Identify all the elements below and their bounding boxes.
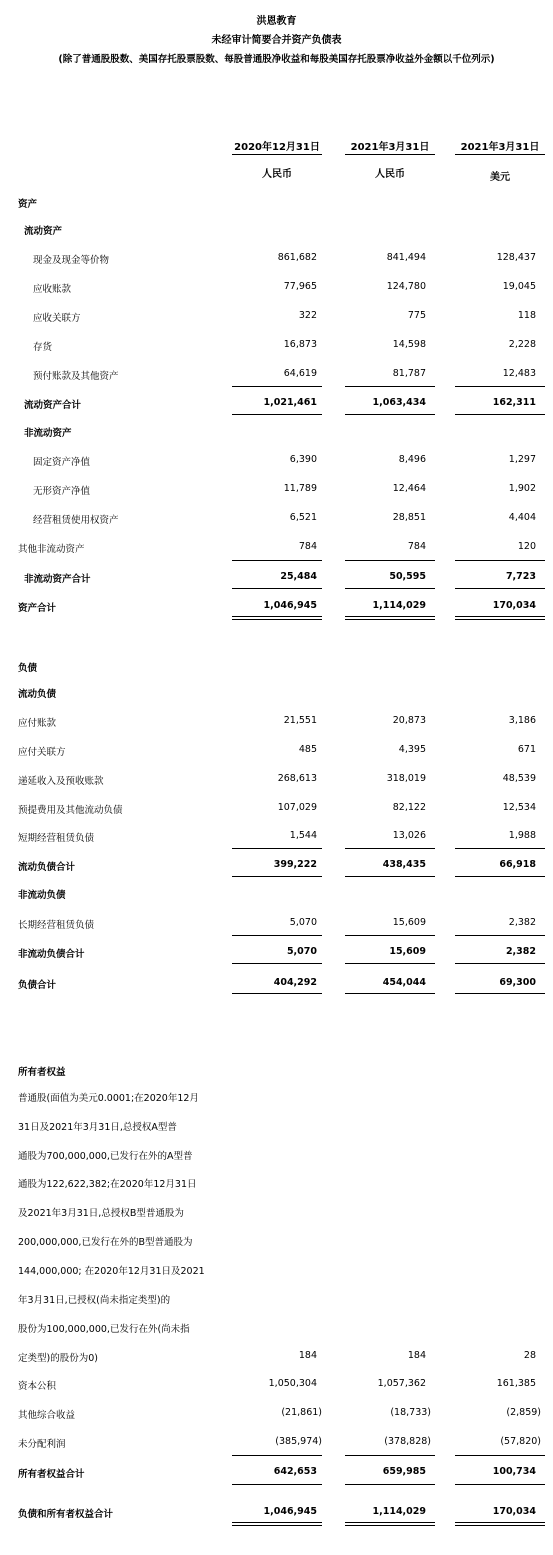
subtotal-rule (232, 386, 322, 387)
total-rule (232, 993, 322, 994)
cell-2020q4-rmb: 784 (298, 541, 317, 552)
cell-2021q1-usd: 2,382 (505, 946, 536, 957)
subsection-label: 流动资产 (24, 226, 63, 237)
table-row-due-to-related (0, 744, 553, 760)
cell-2020q4-rmb: 77,965 (283, 281, 317, 292)
assets-section-heading (0, 196, 553, 212)
cell-2021q1-rmb: 15,609 (389, 946, 426, 957)
statement-subtitle: (除了普通股股数、美国存托股票股数、每股普通股净收益和每股美国存托股票净收益外金额以千位列示) (58, 54, 495, 65)
cell-2020q4-rmb: 107,029 (277, 802, 317, 813)
subtotal-rule (455, 560, 545, 561)
subtotal-rule (345, 935, 435, 936)
table-row-total-assets (0, 600, 553, 616)
ordinary-shares-text: 及2021年3月31日,总授权B型普通股为 (18, 1208, 184, 1219)
total-rule (455, 993, 545, 994)
cell-2021q1-usd: 162,311 (492, 397, 536, 408)
cell-2020q4-rmb: 6,390 (289, 454, 317, 465)
subtotal-rule (232, 1484, 322, 1485)
row-label: 负债和所有者权益合计 (18, 1509, 114, 1520)
cell-2021q1-rmb: 454,044 (382, 977, 426, 988)
table-row-current-assets-total (0, 397, 553, 413)
table-row-noncurrent-liabilities-total (0, 946, 553, 962)
cell-2020q4-rmb: 64,619 (283, 368, 317, 379)
row-label: 应付关联方 (18, 747, 66, 758)
cell-2020q4-rmb: 6,521 (289, 512, 317, 523)
cell-2021q1-usd: (57,820) (500, 1436, 541, 1447)
col3-date: 2021年3月31日 (460, 142, 540, 153)
subtotal-rule (232, 876, 322, 877)
row-label: 其他综合收益 (18, 1410, 76, 1421)
statement-title: 未经审计简要合并资产负债表 (211, 35, 342, 46)
subtotal-rule (345, 414, 435, 415)
cell-2021q1-usd: 671 (517, 744, 536, 755)
cell-2021q1-usd: 66,918 (499, 859, 536, 870)
cell-2021q1-rmb: (18,733) (390, 1407, 431, 1418)
ordinary-shares-text: 股份为100,000,000,已发行在外(尚未指 (18, 1324, 190, 1335)
subtotal-rule (232, 1455, 322, 1456)
cell-2020q4-rmb: 184 (298, 1350, 317, 1361)
subtotal-rule (345, 1484, 435, 1485)
ordinary-shares-text: 通股为122,622,382;在2020年12月31日 (18, 1179, 197, 1190)
cell-2021q1-usd: 128,437 (496, 252, 536, 263)
cell-2020q4-rmb: 1,021,461 (263, 397, 317, 408)
subtotal-rule (455, 588, 545, 589)
ordinary-shares-line (0, 1119, 553, 1135)
cell-2021q1-rmb: 184 (407, 1350, 426, 1361)
table-row-lease-liability-short (0, 830, 553, 846)
cell-2020q4-rmb: 21,551 (283, 715, 317, 726)
row-label: 资本公积 (18, 1381, 57, 1392)
table-row-prepaid (0, 368, 553, 384)
cell-2021q1-rmb: 12,464 (392, 483, 426, 494)
row-label: 流动负债合计 (18, 862, 76, 873)
subtotal-rule (345, 848, 435, 849)
cell-2021q1-usd: 2,228 (508, 339, 536, 350)
cell-2021q1-rmb: 124,780 (386, 281, 426, 292)
equity-section-heading (0, 1064, 553, 1080)
row-label: 非流动负债合计 (18, 949, 85, 960)
row-label: 无形资产净值 (33, 486, 91, 497)
ordinary-shares-line (0, 1234, 553, 1250)
cell-2020q4-rmb: 485 (298, 744, 317, 755)
table-row-accounts-payable (0, 715, 553, 731)
cell-2021q1-usd: 7,723 (505, 571, 536, 582)
col3-header-rule (455, 154, 545, 155)
subtotal-rule (455, 876, 545, 877)
cell-2020q4-rmb: 1,046,945 (263, 600, 317, 611)
cell-2021q1-rmb: 1,114,029 (372, 600, 426, 611)
subtotal-rule (345, 560, 435, 561)
table-row-aoci (0, 1407, 553, 1423)
cell-2021q1-usd: 100,734 (492, 1466, 536, 1477)
subtotal-rule (232, 963, 322, 964)
current-assets-heading (0, 223, 553, 239)
cell-2021q1-rmb: 438,435 (382, 859, 426, 870)
cell-2021q1-rmb: 28,851 (392, 512, 426, 523)
subtotal-rule (455, 963, 545, 964)
noncurrent-liabilities-heading (0, 887, 553, 903)
row-label: 应收关联方 (33, 313, 81, 324)
subtotal-rule (232, 935, 322, 936)
row-label: 应收账款 (33, 284, 72, 295)
cell-2020q4-rmb: 322 (298, 310, 317, 321)
row-label: 存货 (33, 342, 53, 353)
table-row-noncurrent-assets-total (0, 571, 553, 587)
row-label: 现金及现金等价物 (33, 255, 110, 266)
cell-2020q4-rmb: 642,653 (273, 1466, 317, 1477)
cell-2021q1-usd: 118 (517, 310, 536, 321)
row-label: 所有者权益合计 (18, 1469, 85, 1480)
total-double-rule (345, 1522, 435, 1526)
total-double-rule (232, 1522, 322, 1526)
table-row-apic (0, 1378, 553, 1394)
noncurrent-assets-heading (0, 425, 553, 441)
subtotal-rule (345, 386, 435, 387)
ordinary-shares-text: 年3月31日,已授权(尚未指定类型)的 (18, 1295, 171, 1306)
cell-2020q4-rmb: (385,974) (275, 1436, 322, 1447)
total-rule (345, 993, 435, 994)
col1-header-rule (232, 154, 322, 155)
cell-2020q4-rmb: 5,070 (289, 917, 317, 928)
cell-2021q1-rmb: 4,395 (398, 744, 426, 755)
cell-2021q1-usd: 12,534 (502, 802, 536, 813)
cell-2021q1-rmb: 318,019 (386, 773, 426, 784)
ordinary-shares-text: 200,000,000,已发行在外的B型普通股为 (18, 1237, 193, 1248)
ordinary-shares-text: 31日及2021年3月31日,总授权A型普 (18, 1122, 177, 1133)
cell-2021q1-usd: 120 (517, 541, 536, 552)
total-double-rule (455, 1522, 545, 1526)
row-label: 其他非流动资产 (18, 544, 85, 555)
cell-2020q4-rmb: (21,861) (281, 1407, 322, 1418)
table-row-intangible (0, 483, 553, 499)
row-label: 递延收入及预收账款 (18, 776, 104, 787)
row-label: 预付账款及其他资产 (33, 371, 119, 382)
cell-2021q1-rmb: 81,787 (392, 368, 426, 379)
table-row-total-liabilities-and-equity (0, 1506, 553, 1522)
total-double-rule (232, 616, 322, 620)
cell-2021q1-rmb: 14,598 (392, 339, 426, 350)
row-label: 资产合计 (18, 603, 57, 614)
subtotal-rule (455, 1455, 545, 1456)
cell-2020q4-rmb: 1,046,945 (263, 1506, 317, 1517)
subtotal-rule (455, 848, 545, 849)
cell-2020q4-rmb: 268,613 (277, 773, 317, 784)
table-row-due-from-related (0, 310, 553, 326)
company-name: 洪恩教育 (256, 16, 297, 27)
table-row-current-liabilities-total (0, 859, 553, 875)
table-row-other-noncurrent (0, 541, 553, 557)
subtotal-rule (455, 386, 545, 387)
col2-currency: 人民币 (375, 169, 405, 180)
subtotal-rule (345, 1455, 435, 1456)
cell-2021q1-usd: 1,902 (508, 483, 536, 494)
cell-2021q1-rmb: 15,609 (392, 917, 426, 928)
col3-currency: 美元 (490, 172, 510, 183)
liabilities-section-heading (0, 660, 553, 676)
subtotal-rule (345, 963, 435, 964)
ordinary-shares-line (0, 1090, 553, 1106)
ordinary-shares-line (0, 1263, 553, 1279)
table-row-accumulated-deficit (0, 1436, 553, 1452)
row-label: 长期经营租赁负债 (18, 920, 95, 931)
table-row-cash (0, 252, 553, 268)
current-liabilities-heading (0, 686, 553, 702)
col1-currency: 人民币 (262, 169, 292, 180)
cell-2021q1-rmb: 784 (407, 541, 426, 552)
cell-2021q1-usd: 69,300 (499, 977, 536, 988)
row-label: 流动资产合计 (24, 400, 82, 411)
cell-2021q1-rmb: 13,026 (392, 830, 426, 841)
ordinary-shares-text: 普通股(面值为美元0.0001;在2020年12月 (18, 1093, 199, 1104)
ordinary-shares-line (0, 1292, 553, 1308)
table-row-accrued-expenses (0, 802, 553, 818)
table-row-lease-liability-long (0, 917, 553, 933)
cell-2021q1-usd: 19,045 (502, 281, 536, 292)
table-row-ordinary-shares (0, 1350, 553, 1366)
cell-2021q1-rmb: 82,122 (392, 802, 426, 813)
ordinary-shares-text: 定类型)的股份为0) (18, 1353, 98, 1364)
cell-2021q1-rmb: 1,114,029 (372, 1506, 426, 1517)
cell-2020q4-rmb: 404,292 (273, 977, 317, 988)
cell-2021q1-usd: 28 (523, 1350, 536, 1361)
cell-2021q1-usd: 12,483 (502, 368, 536, 379)
subtotal-rule (345, 876, 435, 877)
subtotal-rule (232, 414, 322, 415)
cell-2021q1-rmb: 659,985 (382, 1466, 426, 1477)
subtotal-rule (232, 588, 322, 589)
cell-2021q1-usd: 4,404 (508, 512, 536, 523)
subtotal-rule (232, 848, 322, 849)
cell-2020q4-rmb: 861,682 (277, 252, 317, 263)
cell-2021q1-usd: 48,539 (502, 773, 536, 784)
section-label: 所有者权益 (18, 1067, 66, 1078)
table-row-total-liabilities (0, 977, 553, 993)
cell-2021q1-usd: 1,297 (508, 454, 536, 465)
section-label: 负债 (18, 663, 38, 674)
table-row-ppe (0, 454, 553, 470)
row-label: 非流动资产合计 (24, 574, 91, 585)
cell-2020q4-rmb: 16,873 (283, 339, 317, 350)
cell-2020q4-rmb: 25,484 (280, 571, 317, 582)
total-double-rule (345, 616, 435, 620)
cell-2021q1-usd: 2,382 (508, 917, 536, 928)
col2-date: 2021年3月31日 (350, 142, 430, 153)
col1-date: 2020年12月31日 (234, 142, 320, 153)
cell-2020q4-rmb: 399,222 (273, 859, 317, 870)
subsection-label: 非流动负债 (18, 890, 66, 901)
ordinary-shares-text: 通股为700,000,000,已发行在外的A型普 (18, 1151, 193, 1162)
row-label: 应付账款 (18, 718, 57, 729)
ordinary-shares-line (0, 1321, 553, 1337)
row-label: 未分配利润 (18, 1439, 66, 1450)
cell-2021q1-usd: 3,186 (508, 715, 536, 726)
subsection-label: 非流动资产 (24, 428, 72, 439)
table-row-inventory (0, 339, 553, 355)
subtotal-rule (232, 560, 322, 561)
table-row-accounts-receivable (0, 281, 553, 297)
cell-2021q1-rmb: (378,828) (384, 1436, 431, 1447)
row-label: 固定资产净值 (33, 457, 91, 468)
cell-2021q1-rmb: 1,057,362 (377, 1378, 426, 1389)
cell-2021q1-usd: 170,034 (492, 1506, 536, 1517)
row-label: 经营租赁使用权资产 (33, 515, 119, 526)
cell-2021q1-rmb: 50,595 (389, 571, 426, 582)
cell-2021q1-rmb: 8,496 (398, 454, 426, 465)
cell-2020q4-rmb: 5,070 (286, 946, 317, 957)
row-label: 预提费用及其他流动负债 (18, 805, 123, 816)
subtotal-rule (345, 588, 435, 589)
ordinary-shares-line (0, 1205, 553, 1221)
cell-2020q4-rmb: 1,050,304 (268, 1378, 317, 1389)
table-row-total-equity (0, 1466, 553, 1482)
cell-2021q1-rmb: 841,494 (386, 252, 426, 263)
table-row-rou-assets (0, 512, 553, 528)
subsection-label: 流动负债 (18, 689, 57, 700)
ordinary-shares-line (0, 1148, 553, 1164)
cell-2021q1-rmb: 20,873 (392, 715, 426, 726)
cell-2021q1-usd: 1,988 (508, 830, 536, 841)
cell-2021q1-usd: 170,034 (492, 600, 536, 611)
total-double-rule (455, 616, 545, 620)
ordinary-shares-line (0, 1176, 553, 1192)
row-label: 短期经营租赁负债 (18, 833, 95, 844)
subtotal-rule (455, 414, 545, 415)
row-label: 负债合计 (18, 980, 57, 991)
cell-2021q1-usd: (2,859) (506, 1407, 541, 1418)
cell-2020q4-rmb: 1,544 (289, 830, 317, 841)
cell-2021q1-usd: 161,385 (496, 1378, 536, 1389)
subtotal-rule (455, 1484, 545, 1485)
cell-2021q1-rmb: 1,063,434 (372, 397, 426, 408)
cell-2020q4-rmb: 11,789 (283, 483, 317, 494)
section-label: 资产 (18, 199, 38, 210)
col2-header-rule (345, 154, 435, 155)
table-row-deferred-revenue (0, 773, 553, 789)
subtotal-rule (455, 935, 545, 936)
ordinary-shares-text: 144,000,000; 在2020年12月31日及2021 (18, 1266, 205, 1277)
cell-2021q1-rmb: 775 (407, 310, 426, 321)
